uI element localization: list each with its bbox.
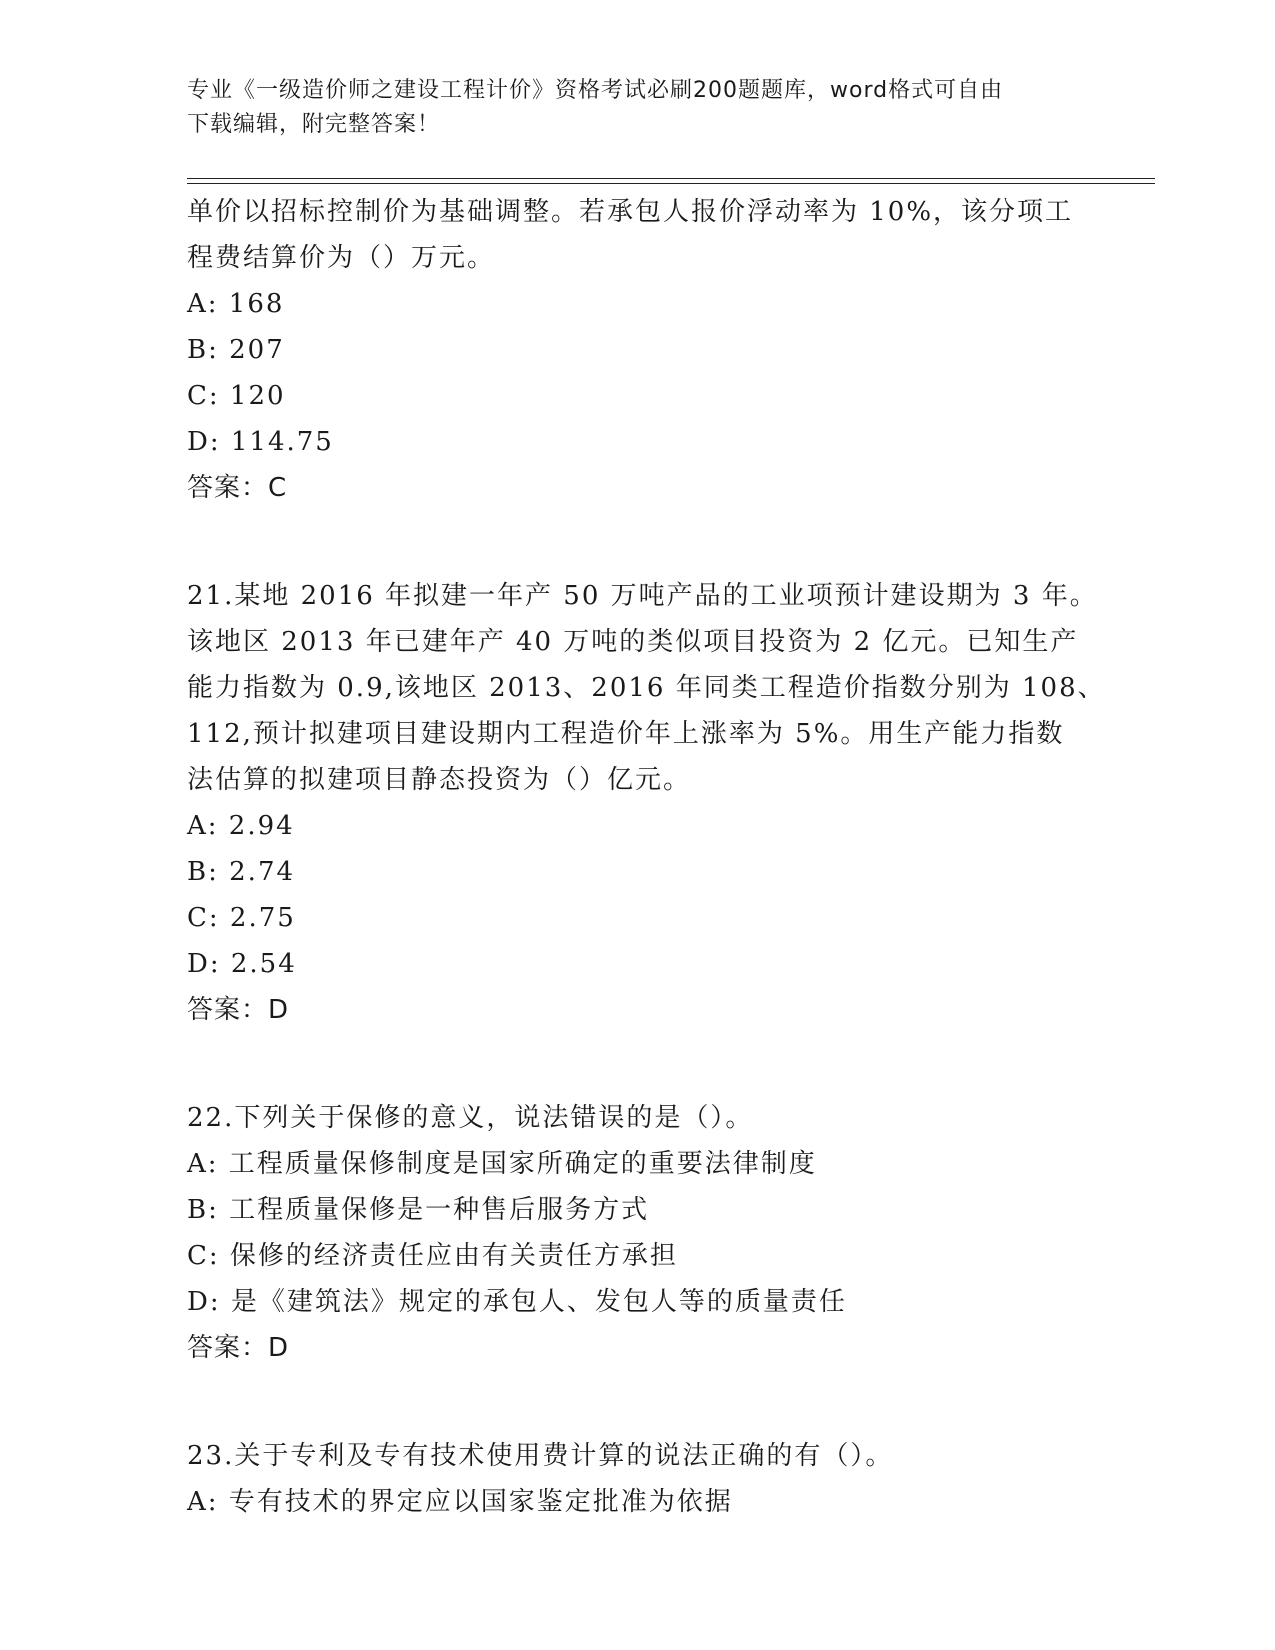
- header-line-2: 下载编辑，附完整答案！: [187, 112, 441, 137]
- option-c: C: 120: [187, 381, 286, 411]
- question-text-line: 22.下列关于保修的意义，说法错误的是（）。: [187, 1103, 754, 1133]
- document-body: [187, 189, 1106, 1525]
- question-21: [187, 573, 1106, 1033]
- question-text-line: 112,预计拟建项目建设期内工程造价年上涨率为 5%。用生产能力指数: [187, 719, 1065, 749]
- option-c: C: 2.75: [187, 903, 296, 933]
- question-text-line: 能力指数为 0.9,该地区 2013、2016 年同类工程造价指数分别为 108、: [187, 673, 1106, 703]
- question-text-line: 单价以招标控制价为基础调整。若承包人报价浮动率为 10%，该分项工: [187, 197, 1074, 227]
- spacer: [187, 1033, 1087, 1095]
- option-b: B: 2.74: [187, 857, 296, 887]
- option-c: C: 保修的经济责任应由有关责任方承担: [187, 1241, 678, 1271]
- option-a: A: 2.94: [187, 811, 295, 841]
- question-20: [187, 189, 1087, 511]
- header-rule-bottom: [187, 183, 1155, 184]
- option-a: A: 专有技术的界定应以国家鉴定批准为依据: [187, 1487, 733, 1517]
- option-d: D: 114.75: [187, 427, 334, 457]
- question-22: [187, 1095, 1087, 1371]
- option-a: A: 工程质量保修制度是国家所确定的重要法律制度: [187, 1149, 817, 1179]
- question-text-line: 21.某地 2016 年拟建一年产 50 万吨产品的工业项预计建设期为 3 年。: [187, 581, 1098, 611]
- header-rule-top: [187, 178, 1155, 179]
- option-d: D: 是《建筑法》规定的承包人、发包人等的质量责任: [187, 1287, 847, 1317]
- option-d: D: 2.54: [187, 949, 297, 979]
- question-text-line: 法估算的拟建项目静态投资为（）亿元。: [187, 765, 692, 795]
- option-b: B: 工程质量保修是一种售后服务方式: [187, 1195, 650, 1225]
- answer-line: 答案：D: [187, 995, 290, 1025]
- question-text-line: 程费结算价为（）万元。: [187, 243, 496, 273]
- answer-line: 答案：D: [187, 1333, 290, 1363]
- option-b: B: 207: [187, 335, 285, 365]
- document-header: [187, 74, 1087, 142]
- option-a: A: 168: [187, 289, 285, 319]
- question-23: [187, 1433, 1087, 1525]
- header-line-1: 专业《一级造价师之建设工程计价》资格考试必刷200题题库，word格式可自由: [187, 78, 1004, 103]
- question-text-line: 该地区 2013 年已建年产 40 万吨的类似项目投资为 2 亿元。已知生产: [187, 627, 1079, 657]
- question-text-line: 23.关于专利及专有技术使用费计算的说法正确的有（）。: [187, 1441, 894, 1471]
- spacer: [187, 1371, 1087, 1433]
- answer-line: 答案：C: [187, 473, 288, 503]
- spacer: [187, 511, 1087, 573]
